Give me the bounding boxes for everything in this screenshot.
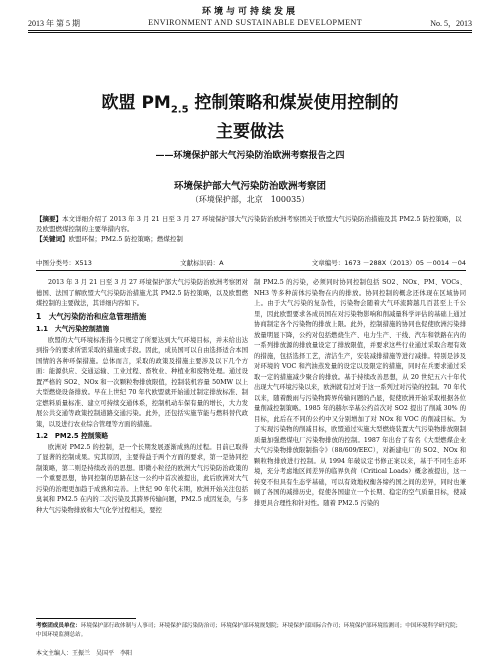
body-paragraph: 欧盟的大气环境标准指今只规定了所要达到大气环境目标，并未给出达到指今的要求所需采取的措施或手段。因此，成员国可以自由选择适合本国国情的各种环保措施。总体而言，采取的政策及措施主要涉及以下几个方面：能源供应、交通运输、工业过程、畜牧业、种植业和废物处理。通过设置严格的 SO2、NOx 和一次颗粒物排放限值，控制装机容量 50MW 以上大型燃烧设备排放。早在上世纪 70 年代欧盟就开始通过制定排放标准、制定燃料质量标准、建立可持续交通体系，控制机动车保有量的增长，大力发展公共交通等政策控制道路交通污染。此外，还包括实施节能与燃料替代政策，以及进行农业综合管理等方面的措施。 [36, 336, 248, 428]
body-column-left [36, 278, 248, 516]
header-rule-thin [28, 32, 472, 33]
keywords-label: 【关键词】 [36, 235, 69, 243]
header-rule [28, 30, 472, 31]
article-subtitle: ——环境保护部大气污染防治欧洲考察报告之四 [155, 151, 345, 161]
abstract [36, 214, 466, 244]
author: 环境保护部大气污染防治欧洲考察团 [173, 181, 326, 192]
classification-line [36, 258, 466, 267]
abstract-rule [36, 270, 466, 271]
running-header [28, 18, 472, 29]
title-part: 欧盟 PM [101, 93, 171, 113]
issue-left: 2013 年 第 5 期 [28, 19, 80, 28]
footnote [36, 622, 466, 640]
doc-code: 文献标识码：A [180, 259, 224, 267]
body-column-right [254, 278, 466, 509]
title-subscript: 2.5 [170, 104, 189, 116]
abstract-label: 【摘要】 [36, 215, 62, 223]
section-heading: 1 大气污染防治和应急管理措施 [36, 311, 147, 321]
body-paragraph: 制 PM2.5 的污染，必须同时协同控制包括 SO2、NOx、PM、VOCs、NH3 等多种前体污染物在内的排放。协同控制的概念还体现在区域协同上。由于大气污染的复杂性，污染物会随着大气环流跨越几百甚至上千公里，因此欧盟要求各成员国在对污染物影响和削减量科学评估的基础上通过协商制定各个污染物的排放上限。此外，控制措施的协同也促使欧洲污染排放量明显下降，公约对包括燃烧生产、电力生产、干线、汽车和铁路在内的一系列排放源的排放量设定了排放限值，并要求这些行业通过采取合理有效的措施，包括选择工艺，清洁生产，安装减排措施等进行减排。特别是涉及对环境的 VOC 和汽油蒸发量的设定以及限定的措施，同时在兵要求通过采取一定的措施减少聚合的排放。基于持续改善思想，从 20 世纪五六十年代出现大气环境污染以来，欧洲就有过对于这一系列过对污染的控制。70 年代以来，随着酸雨与污染物跨界传输问题的凸显，促使欧洲开始采取根据各位量削减控制策略。1985 年的赫尔辛基公约首次对 SO2 提出了削减 30% 的目标，此后在不同的公约中又分别增加了对 NOx 和 VOC 的削减目标。为了实现污染物的削减目标，欧盟通过实施大型燃烧装置大气污染物排放限制质量加强燃煤电厂污染物排放的控制。1987 年出台了有名《大型燃煤企业大气污染物排放限制指令》（88/609/EEC），对新建电厂的 SO2、NOx 和颗粒物排放进行控制。从 1994 年破议定书修正案以来，基于不同生态环境，充分考虑地区间差异的临界负荷（Critical Loads）概念被提出，这一转变不但具有生态学基础，可以有效地权衡各缔约国之间的差异，同时也兼顾了各国的减排历史，促使各国建立一个长期、稳定的空气质量目标，使减排更具合理性和针对性。随着 PM2.5 污染的 [254, 279, 466, 507]
title-part: 控制策略和煤炭使用控制的 [188, 93, 399, 113]
editor-label: 本文主编人： [36, 650, 73, 657]
clc-number: 中图分类号：X513 [36, 259, 92, 267]
article-title [0, 92, 500, 143]
issue-right: No. 5，2013 [430, 19, 472, 28]
abstract-text: 本文详细介绍了 2013 年 3 月 21 日至 3 月 27 环境保护部大气污染防治欧洲考察团关于欧盟大气污染防治措施及其 PM2.5 防控策略，以及欧盟燃煤控制的主要举措内容。 [36, 215, 462, 233]
intro-paragraph: 2013 年 3 月 21 日至 3 月 27 环境保护部大气污染防治欧洲考察团对德国、法国了解欧盟大气污染防治措施尤其 PM2.5 防控策略，以及欧盟燃煤控制的主要做法，其详细内容如下。 [36, 279, 248, 307]
editor-names: 王振兰 吴国平 李阳 [72, 650, 133, 657]
journal-name-cn: 环境与可持续发展 [201, 7, 298, 17]
subsection-heading: 1.2 PM2.5 控制策略 [36, 432, 109, 440]
editor-line [36, 648, 132, 657]
body-paragraph: 欧洲对 PM2.5 的控制，是一个长期发展逐渐成熟的过程。目前已取得了显著的控制成果。究其原因，主要得益于两个方面的要求，第一是协同控制策略，第二则是持续改善的思想。即微小粒径的欧洲大气污染防治政策的一个重要思想，协同控制的思路在这一公约中首次被提出，此后欧洲对大气污染的治理更加趋于成熟和完善。上世纪 90 年代末期，欧洲开始关注包括臭氧和 PM2.5 在内的二次污染及其跨界传输问题，PM2.5 成因复杂，与多种大气污染物排放和大气化学过程相关，要控 [36, 443, 248, 514]
footnote-rule [36, 618, 136, 619]
footnote-label: 考察团成员单位： [36, 623, 81, 629]
subsection-heading: 1.1 大气污染控制措施 [36, 325, 110, 333]
affiliation: （环境保护部，北京 100035） [190, 195, 310, 204]
journal-name-en: ENVIRONMENT AND SUSTAINABLE DEVELOPMENT [148, 18, 363, 27]
footnote-text: 环境保护部行政体制与人事司；环境保护部污染防治司；环境保护部环境规划院；环境保护部国际合作司；环境保护部环境监测司；中国环境科学研究院；中国环境监测总站。 [36, 623, 462, 638]
title-line2: 主要做法 [216, 122, 284, 143]
keywords: 欧盟环保；PM2.5 防控策略；燃煤控制 [68, 235, 183, 243]
article-number: 文章编号：1673 －288X（2013）05 －0014 －04 [311, 259, 466, 267]
